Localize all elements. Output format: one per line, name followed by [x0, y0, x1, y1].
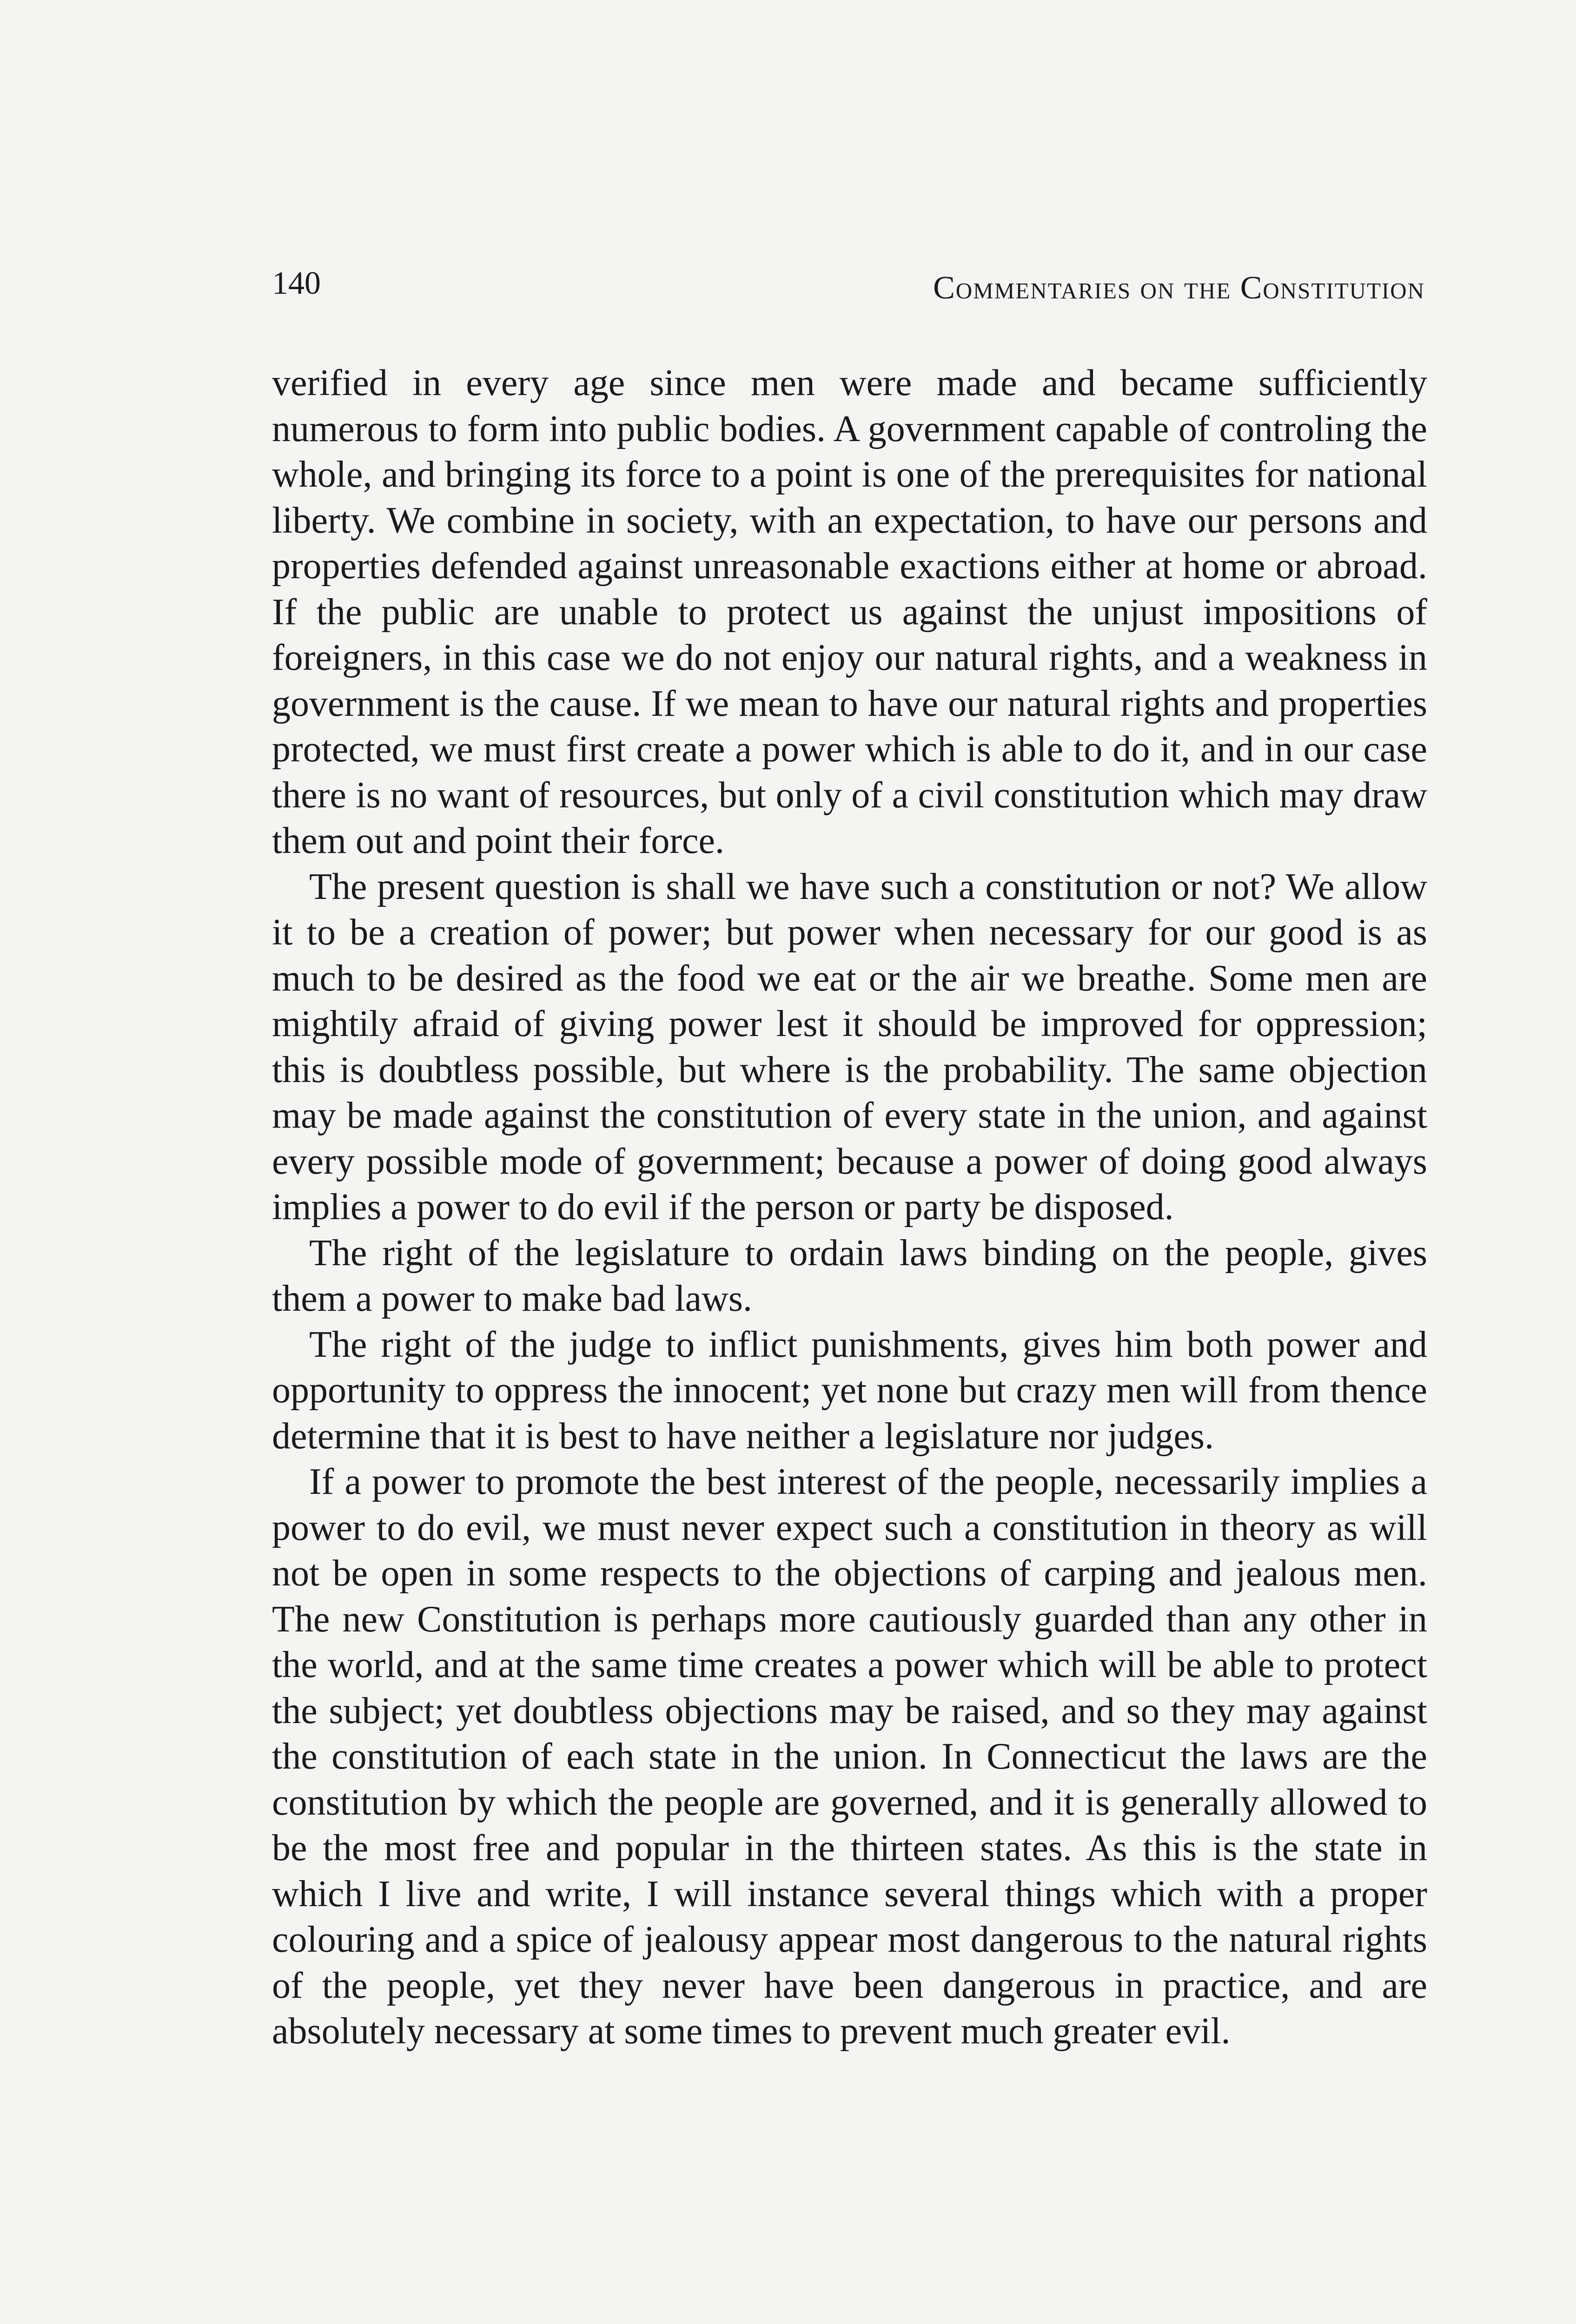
- paragraph: The right of the judge to inflict punishments, gives him both power and opportunity to oppress the innocent; yet none but crazy men will from thence determine that it is best to have neither a legislature nor judges.: [272, 1324, 1427, 1457]
- paragraph: The present question is shall we have such a constitution or not? We allow it to be a creation of power; but power when necessary for our good is as much to be desired as the food we eat or the air we breathe. Some men are mightily afraid of giving power lest it should be improved for oppression; this is doubtless possible, but where is the probability. The same objection may be made against the constitution of every state in the union, and against every possible mode of government; because a power of doing good always implies a power to do evil if the person or party be disposed.: [272, 866, 1427, 1228]
- paragraph: If a power to promote the best interest of the people, necessarily implies a power to do evil, we must never expect such a constitution in theory as will not be open in some respects to the objections of carping and jealous men. The new Constitution is perhaps more cautiously guarded than any other in the world, and at the same time creates a power which will be able to protect the subject; yet doubtless objections may be raised, and so they may against the constitution of each state in the union. In Connecticut the laws are the constitution by which the people are governed, and it is generally allowed to be the most free and popular in the thirteen states. As this is the state in which I live and write, I will instance several things which with a proper colouring and a spice of jealousy appear most dangerous to the natural rights of the people, yet they never have been dangerous in practice, and are absolutely necessary at some times to prevent much greater evil.: [272, 1461, 1427, 2052]
- paragraph: The right of the legislature to ordain laws binding on the people, gives them a power to make bad laws.: [272, 1232, 1427, 1319]
- running-head: Commentaries on the Constitution: [933, 270, 1425, 306]
- body-text: [272, 360, 1427, 2054]
- page-number: 140: [272, 265, 321, 301]
- paragraph: verified in every age since men were made and became sufficiently numerous to form into public bodies. A government capable of controling the whole, and bringing its force to a point is one of the prerequisites for national liberty. We combine in society, with an expectation, to have our persons and properties defended against unreasonable exactions either at home or abroad. If the public are unable to protect us against the unjust impositions of foreigners, in this case we do not enjoy our natural rights, and a weakness in government is the cause. If we mean to have our natural rights and properties protected, we must first create a power which is able to do it, and in our case there is no want of resources, but only of a civil constitution which may draw them out and point their force.: [272, 363, 1427, 861]
